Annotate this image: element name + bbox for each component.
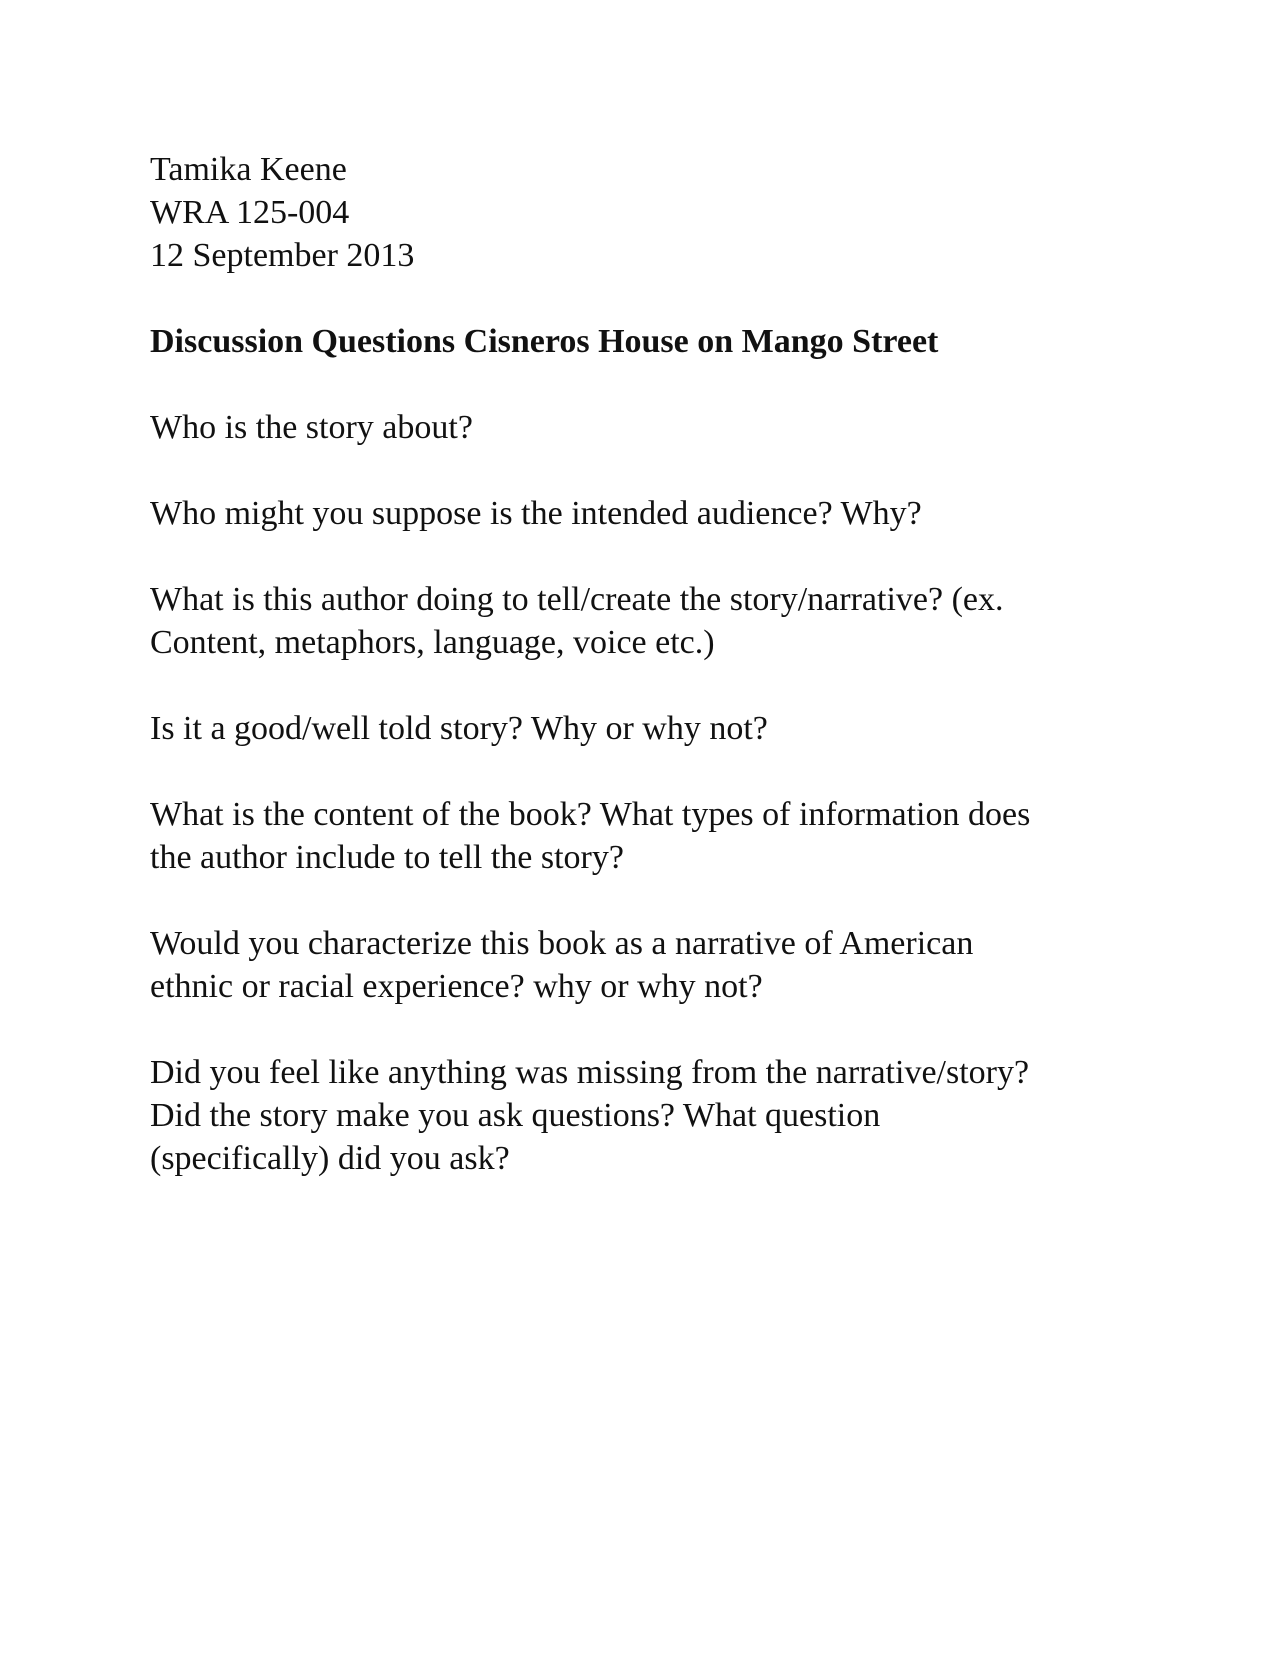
question-item [150, 793, 1150, 879]
question-item [150, 922, 1150, 1008]
question-line: (specifically) did you ask? [150, 1140, 510, 1177]
question-line: What is this author doing to tell/create the story/narrative? (ex. [150, 581, 1004, 618]
question-line: ethnic or racial experience? why or why not? [150, 968, 763, 1005]
question-line: Who might you suppose is the intended audience? Why? [150, 495, 922, 532]
question-item [150, 406, 1150, 449]
document-content [150, 148, 1150, 1223]
question-item [150, 707, 1150, 750]
document-title: Discussion Questions Cisneros House on Mango Street [150, 323, 939, 360]
question-line: Is it a good/well told story? Why or why not? [150, 710, 768, 747]
question-line: Content, metaphors, language, voice etc.) [150, 624, 715, 661]
question-item [150, 578, 1150, 664]
question-line: Did the story make you ask questions? What question [150, 1097, 881, 1134]
question-item [150, 492, 1150, 535]
author-name: Tamika Keene [150, 151, 347, 188]
question-line: the author include to tell the story? [150, 839, 624, 876]
course-code: WRA 125-004 [150, 194, 350, 231]
question-line: Would you characterize this book as a narrative of American [150, 925, 974, 962]
header-block [150, 148, 1150, 277]
question-line: Did you feel like anything was missing from the narrative/story? [150, 1054, 1030, 1091]
question-item [150, 1051, 1150, 1180]
document-date: 12 September 2013 [150, 237, 415, 274]
question-line: Who is the story about? [150, 409, 473, 446]
question-line: What is the content of the book? What types of information does [150, 796, 1031, 833]
